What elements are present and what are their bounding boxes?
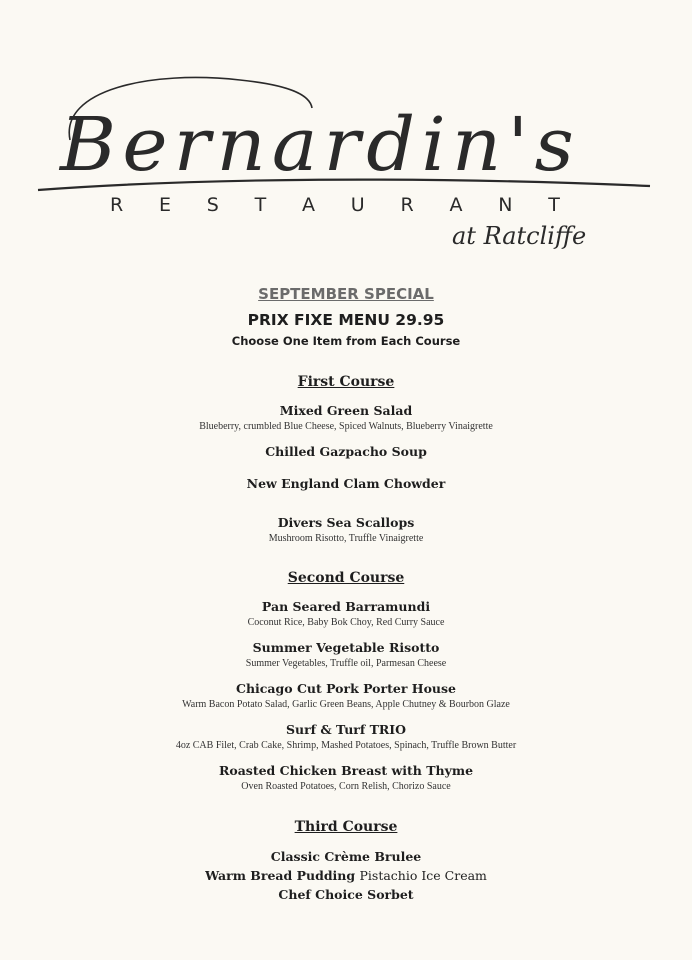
restaurant-letter: N — [498, 194, 513, 216]
menu-item-description: Warm Bacon Potato Salad, Garlic Green Beans, Apple Chutney & Bourbon Glaze — [182, 699, 510, 710]
menu-item: Classic Crème Brulee — [270, 849, 422, 864]
restaurant-letter: E — [158, 194, 171, 216]
location-label: at Ratcliffe — [452, 222, 587, 250]
special-title: SEPTEMBER SPECIAL — [258, 285, 434, 303]
menu-item: Surf & Turf TRIO — [285, 722, 407, 737]
menu-item-accompaniment: Pistachio Ice Cream — [359, 868, 487, 883]
menu-item-name: Warm Bread Pudding — [205, 868, 356, 883]
menu-item-description: Blueberry, crumbled Blue Cheese, Spiced Walnuts, Blueberry Vinaigrette — [199, 421, 493, 432]
menu-item: Pan Seared Barramundi — [261, 599, 431, 614]
menu-item-description: Coconut Rice, Baby Bok Choy, Red Curry Sauce — [247, 617, 445, 628]
restaurant-letter: T — [254, 194, 267, 216]
restaurant-letter: R — [110, 194, 124, 216]
menu-item: Chilled Gazpacho Soup — [265, 444, 427, 459]
course-title-third: Third Course — [294, 819, 398, 835]
restaurant-letter: A — [302, 194, 316, 216]
restaurant-letter: S — [206, 194, 219, 216]
restaurant-label — [110, 194, 560, 216]
menu-item-description: 4oz CAB Filet, Crab Cake, Shrimp, Mashed Potatoes, Spinach, Truffle Brown Butter — [175, 740, 517, 751]
menu-item: Mixed Green Salad — [279, 403, 413, 418]
restaurant-letter: R — [400, 194, 414, 216]
course-title-second: Second Course — [287, 570, 405, 586]
prix-fixe-price: PRIX FIXE MENU 29.95 — [247, 311, 445, 329]
menu-item-description: Mushroom Risotto, Truffle Vinaigrette — [268, 533, 424, 544]
menu-item-description: Oven Roasted Potatoes, Corn Relish, Chorizo Sauce — [241, 781, 451, 792]
restaurant-name: Bernardin's — [57, 102, 580, 188]
course-title-first: First Course — [297, 374, 395, 390]
menu-item: Summer Vegetable Risotto — [252, 640, 440, 655]
course-instruction: Choose One Item from Each Course — [231, 334, 461, 348]
menu-item: Chicago Cut Pork Porter House — [236, 681, 456, 696]
menu-item — [0, 868, 692, 883]
restaurant-letter: A — [449, 194, 463, 216]
menu-item: New England Clam Chowder — [246, 476, 446, 491]
restaurant-logo — [0, 0, 692, 200]
menu-item: Chef Choice Sorbet — [278, 887, 414, 902]
menu-item: Roasted Chicken Breast with Thyme — [218, 763, 474, 778]
restaurant-letter: U — [350, 194, 365, 216]
menu-item: Divers Sea Scallops — [277, 515, 415, 530]
restaurant-letter: T — [548, 194, 560, 216]
menu-item-description: Summer Vegetables, Truffle oil, Parmesan Cheese — [245, 658, 447, 669]
